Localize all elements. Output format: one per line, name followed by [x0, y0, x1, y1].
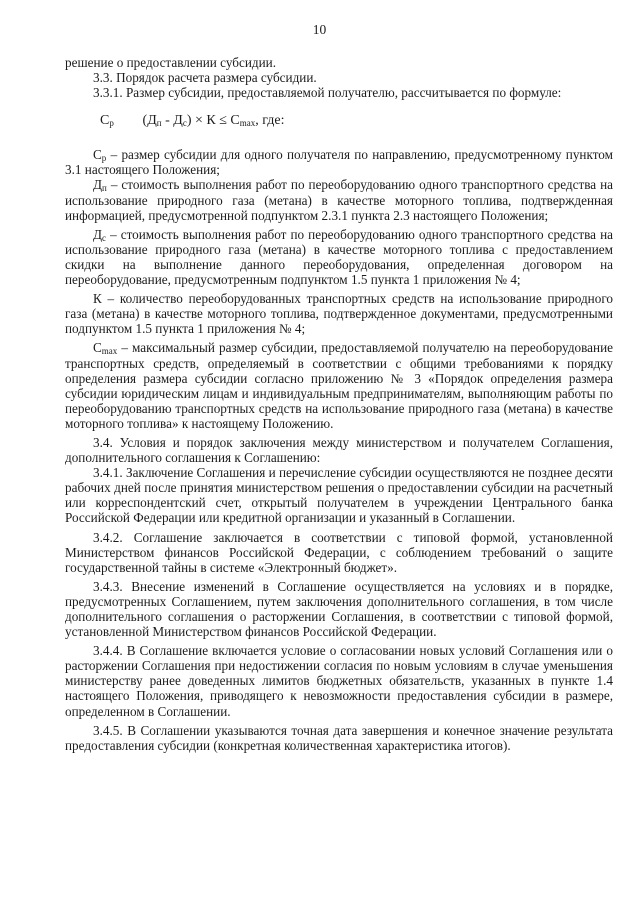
paragraph-3-3-1: 3.3.1. Размер субсидии, предоставляемой получателю, рассчитывается по формуле:	[93, 85, 562, 101]
paragraph-3-4-3: 3.4.3. Внесение изменений в Соглашение осуществляется на условиях и в порядке, предусмотренных Соглашением, путем заключения дополнительного соглашения, в том числе дополнительного соглашения о расторжении Соглашения, в соответствии с типовой формой, установленной Министерством финансов Российской Федерации.	[65, 578, 613, 640]
document-body	[65, 55, 613, 753]
paragraph-continuation: решение о предоставлении субсидии.	[65, 55, 276, 70]
paragraph-3-4-2: 3.4.2. Соглашение заключается в соответствии с типовой формой, установленной Министерством финансов Российской Федерации, с соблюдением требований о защите государственной тайны в системе «Электронный бюджет».	[65, 529, 613, 575]
paragraph-3-4-1: 3.4.1. Заключение Соглашения и перечисление субсидии осуществляются не позднее десяти рабочих дней после принятия министерством решения о предоставлении субсидии на расчетный или корреспондентский счет, открытый получателем в учреждении Центрального банка Российской Федерации или кредитной организации и указанный в Соглашении.	[65, 465, 613, 526]
definition-dc: $Д_с$ – стоимость выполнения работ по переоборудованию одного транспортного средства на использование природного газа (метана) в качестве моторного топлива с предоставлением скидки на выполнение данного переоборудования, определенная договором на переоборудование, предусмотренным подпунктом 1.5 пункта 1 приложения № 4;	[65, 226, 613, 288]
definition-cp: $С_р$ – размер субсидии для одного получателя по направлению, предусмотренному пунктом 3.1 настоящего Положения;	[65, 147, 613, 178]
section-3-4: 3.4. Условия и порядок заключения между министерством и получателем Соглашения, дополнительного соглашения к Соглашению:	[65, 434, 613, 466]
definition-cmax: $С_{max}$ – максимальный размер субсидии, предоставляемой получателю на переоборудование транспортных средств, определяемый в соответствии с общими требованиями к порядку определения размера субсидии согласно приложению № 3 «Порядок определения размера субсидии юридическим лицам и индивидуальным предпринимателям, выполняющим работы по переоборудованию транспортных средств на использование природного газа (метана) в качестве моторного топлива» к настоящему Положению.	[65, 340, 613, 431]
formula-lhs: $С_р$	[100, 113, 114, 129]
section-3-3-heading: 3.3. Порядок расчета размера субсидии.	[93, 70, 317, 86]
page-number: 10	[312, 22, 327, 37]
definition-dp: $Д_п$ – стоимость выполнения работ по переоборудованию одного транспортного средства на использование природного газа (метана) в качестве моторного топлива, подтвержденная информацией, предусмотренной подпунктом 2.3.1 пункта 2.3 настоящего Положения;	[65, 177, 613, 223]
paragraph-3-4-5: 3.4.5. В Соглашении указываются точная дата завершения и конечное значение результата предоставления субсидии (конкретная количественная характеристика итогов).	[65, 722, 613, 753]
paragraph-3-4-4: 3.4.4. В Соглашение включается условие о согласовании новых условий Соглашения или о расторжении Соглашения при недостижении согласия по новым условиям в случае уменьшения министерству ранее доведенных лимитов бюджетных обязательств, указанных в пункте 1.4 настоящего Положения, приводящего к невозможности предоставления субсидии в размере, определенном в Соглашении.	[65, 643, 613, 719]
definition-k: К – количество переоборудованных транспортных средств на использование природного газа (метана) в качестве моторного топлива, подтвержденное документами, предусмотренными подпунктом 1.5 пункта 1 приложения № 4;	[65, 291, 613, 337]
formula-rhs: $(Д_п - Д_с) \times К \le С_{max}$, где:	[142, 113, 285, 129]
subsidy-formula	[65, 113, 613, 129]
